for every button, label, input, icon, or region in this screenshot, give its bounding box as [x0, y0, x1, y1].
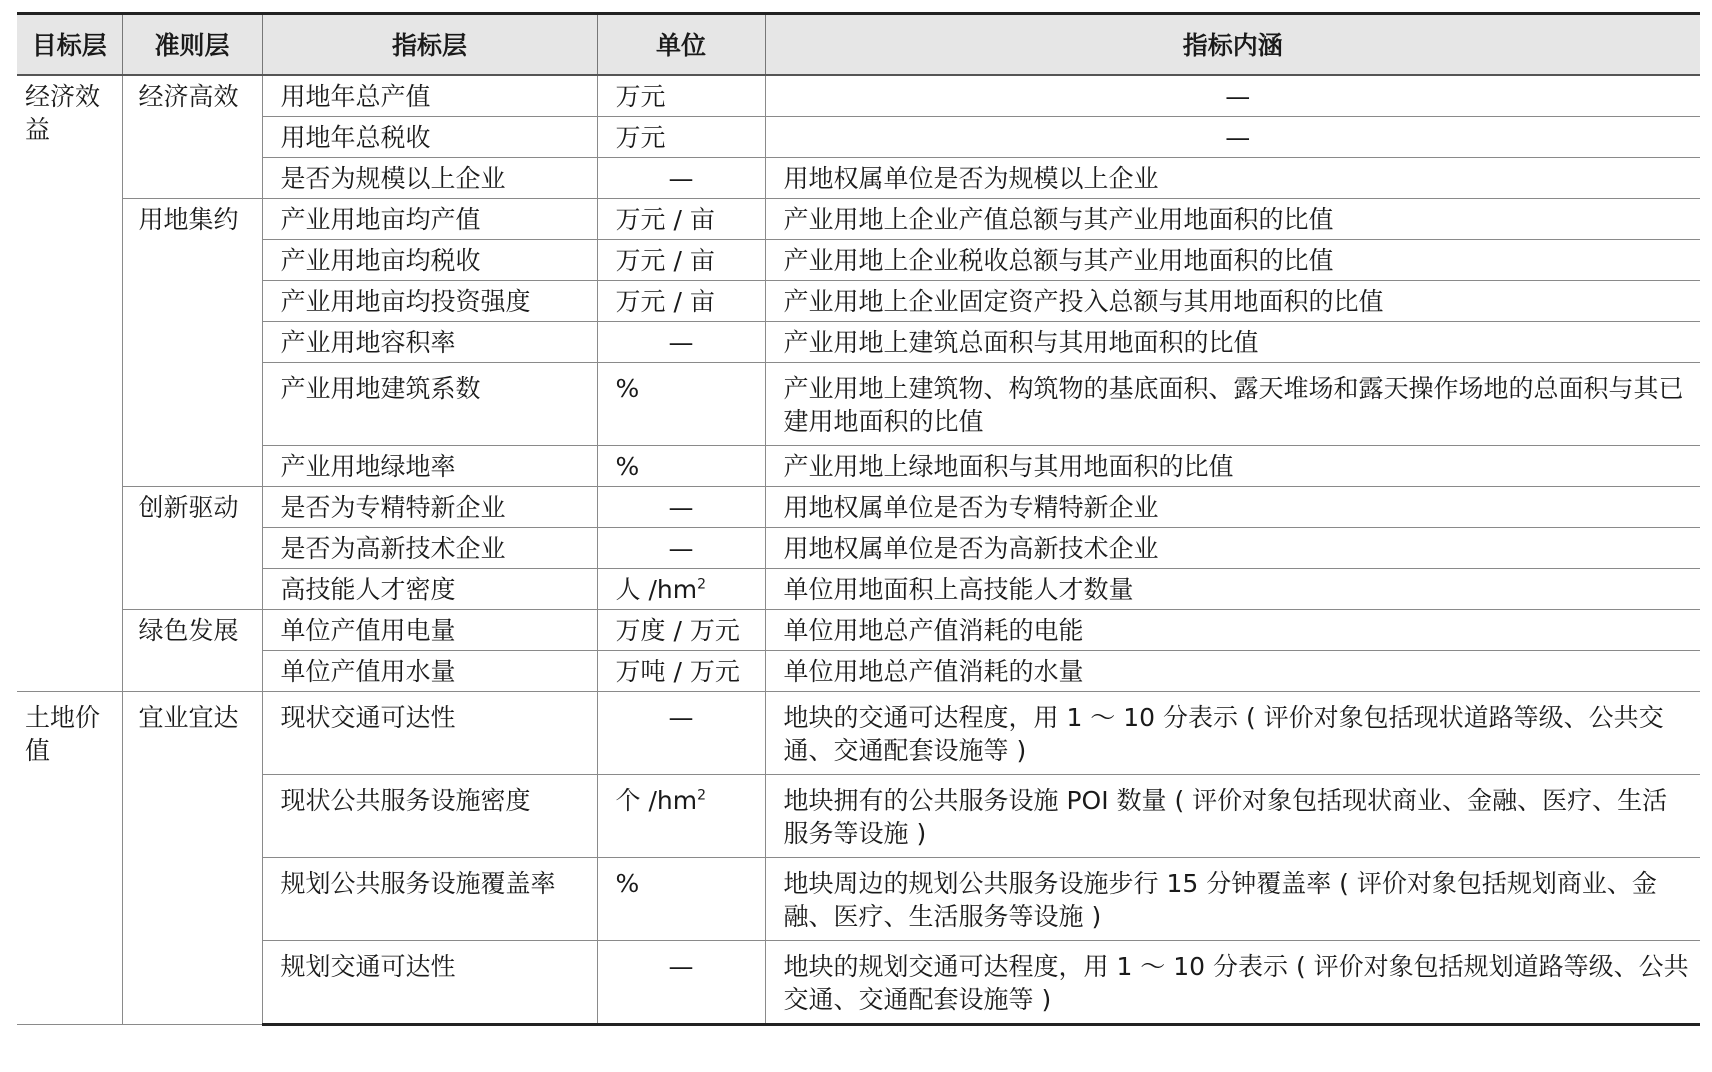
description-cell: 产业用地上企业税收总额与其产业用地面积的比值 [765, 239, 1700, 280]
table-row [17, 527, 1700, 568]
indicator-cell: 单位产值用电量 [262, 609, 597, 650]
unit-cell: 万元 [597, 75, 765, 117]
description-cell: 地块的交通可达程度，用 1 ～ 10 分表示 ( 评价对象包括现状道路等级、公共交通、交通配套设施等 ) [765, 691, 1700, 774]
description-cell: 单位用地面积上高技能人才数量 [765, 568, 1700, 609]
criteria-cell-land-intensive: 用地集约 [122, 198, 262, 486]
indicator-cell: 用地年总税收 [262, 116, 597, 157]
description-cell: 用地权属单位是否为高新技术企业 [765, 527, 1700, 568]
unit-cell [597, 774, 765, 857]
indicator-cell: 产业用地亩均税收 [262, 239, 597, 280]
description-cell: 地块的规划交通可达程度，用 1 ～ 10 分表示 ( 评价对象包括规划道路等级、公共交通、交通配套设施等 ) [765, 940, 1700, 1024]
description-cell: 产业用地上企业产值总额与其产业用地面积的比值 [765, 198, 1700, 239]
unit-cell: 万元 / 亩 [597, 239, 765, 280]
unit-cell: % [597, 857, 765, 940]
description-cell: 用地权属单位是否为专精特新企业 [765, 486, 1700, 527]
indicator-cell: 产业用地亩均投资强度 [262, 280, 597, 321]
table-row [17, 280, 1700, 321]
indicator-cell: 产业用地绿地率 [262, 445, 597, 486]
header-criteria-layer: 准则层 [122, 14, 262, 75]
unit-superscript: 2 [697, 787, 706, 804]
indicator-cell: 用地年总产值 [262, 75, 597, 117]
indicator-cell: 是否为规模以上企业 [262, 157, 597, 198]
unit-cell: % [597, 445, 765, 486]
table-row [17, 609, 1700, 650]
description-cell: 用地权属单位是否为规模以上企业 [765, 157, 1700, 198]
table-row [17, 239, 1700, 280]
goal-cell-economic-benefit: 经济效益 [17, 75, 122, 692]
indicator-cell: 是否为高新技术企业 [262, 527, 597, 568]
indicator-cell: 高技能人才密度 [262, 568, 597, 609]
unit-cell: 万元 / 亩 [597, 198, 765, 239]
description-cell: — [765, 75, 1700, 117]
unit-cell: 万元 / 亩 [597, 280, 765, 321]
goal-cell-land-value: 土地价值 [17, 691, 122, 1024]
description-cell: 产业用地上企业固定资产投入总额与其用地面积的比值 [765, 280, 1700, 321]
unit-cell [597, 568, 765, 609]
indicator-cell: 是否为专精特新企业 [262, 486, 597, 527]
indicator-cell: 产业用地容积率 [262, 321, 597, 362]
unit-cell: — [597, 940, 765, 1024]
description-cell: 产业用地上建筑总面积与其用地面积的比值 [765, 321, 1700, 362]
table-row [17, 857, 1700, 940]
table-row [17, 362, 1700, 445]
indicator-cell: 规划公共服务设施覆盖率 [262, 857, 597, 940]
unit-cell: — [597, 486, 765, 527]
unit-cell: 万元 [597, 116, 765, 157]
unit-cell: 万吨 / 万元 [597, 650, 765, 691]
table-row [17, 198, 1700, 239]
unit-text: 个 /hm [615, 785, 698, 815]
indicator-cell: 单位产值用水量 [262, 650, 597, 691]
unit-text: 人 /hm [615, 574, 698, 604]
unit-cell: % [597, 362, 765, 445]
table-row [17, 940, 1700, 1024]
description-cell: 地块拥有的公共服务设施 POI 数量 ( 评价对象包括现状商业、金融、医疗、生活服务等设施 ) [765, 774, 1700, 857]
table-row [17, 75, 1700, 117]
table-row [17, 568, 1700, 609]
table-row [17, 691, 1700, 774]
unit-superscript: 2 [697, 576, 706, 593]
indicator-cell: 现状交通可达性 [262, 691, 597, 774]
criteria-cell-green-development: 绿色发展 [122, 609, 262, 691]
description-cell: 地块周边的规划公共服务设施步行 15 分钟覆盖率 ( 评价对象包括规划商业、金融、医疗、生活服务等设施 ) [765, 857, 1700, 940]
unit-cell: — [597, 157, 765, 198]
header-unit: 单位 [597, 14, 765, 75]
indicator-cell: 产业用地亩均产值 [262, 198, 597, 239]
description-cell: 产业用地上绿地面积与其用地面积的比值 [765, 445, 1700, 486]
table-row [17, 116, 1700, 157]
table-row [17, 445, 1700, 486]
indicator-table [17, 12, 1700, 1026]
description-cell: 单位用地总产值消耗的水量 [765, 650, 1700, 691]
indicator-cell: 现状公共服务设施密度 [262, 774, 597, 857]
table-row [17, 650, 1700, 691]
header-row [17, 14, 1700, 75]
header-indicator-layer: 指标层 [262, 14, 597, 75]
description-cell: 单位用地总产值消耗的电能 [765, 609, 1700, 650]
criteria-cell-business-accessibility: 宜业宜达 [122, 691, 262, 1024]
criteria-cell-economic-efficiency: 经济高效 [122, 75, 262, 199]
table-row [17, 774, 1700, 857]
table-row [17, 157, 1700, 198]
header-indicator-meaning: 指标内涵 [765, 14, 1700, 75]
table-row [17, 321, 1700, 362]
unit-cell: — [597, 321, 765, 362]
unit-cell: 万度 / 万元 [597, 609, 765, 650]
header-goal-layer: 目标层 [17, 14, 122, 75]
criteria-cell-innovation-driven: 创新驱动 [122, 486, 262, 609]
description-cell: — [765, 116, 1700, 157]
description-cell: 产业用地上建筑物、构筑物的基底面积、露天堆场和露天操作场地的总面积与其已建用地面积的比值 [765, 362, 1700, 445]
indicator-cell: 产业用地建筑系数 [262, 362, 597, 445]
unit-cell: — [597, 691, 765, 774]
unit-cell: — [597, 527, 765, 568]
table-row [17, 486, 1700, 527]
indicator-cell: 规划交通可达性 [262, 940, 597, 1024]
